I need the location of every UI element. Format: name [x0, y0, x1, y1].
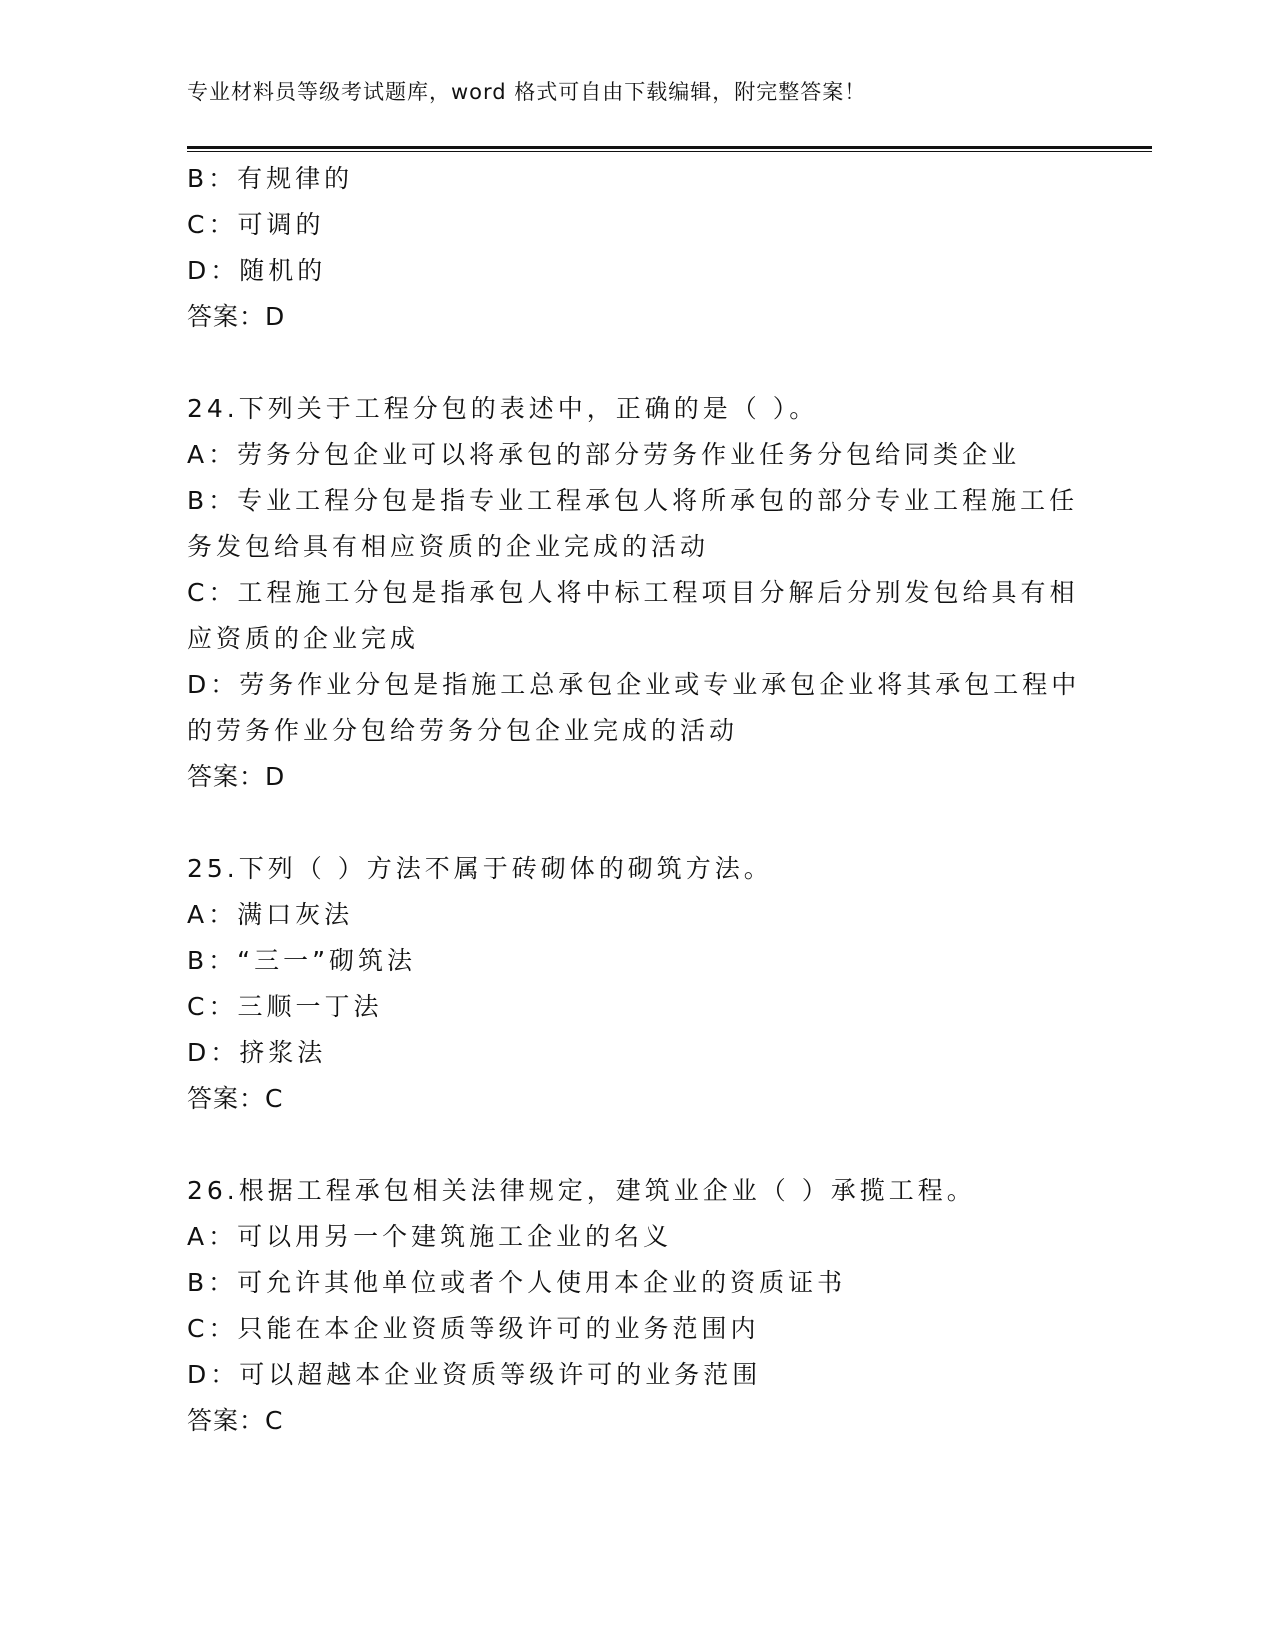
answer-line: [187, 1076, 1087, 1122]
answer-label: 答案：: [187, 1406, 266, 1435]
answer-label: 答案：: [187, 1084, 266, 1113]
question-26: [187, 1168, 1087, 1444]
option-line: B：可允许其他单位或者个人使用本企业的资质证书: [187, 1268, 847, 1297]
option-line: A：可以用另一个建筑施工企业的名义: [187, 1222, 673, 1251]
question-stem: 24.下列关于工程分包的表述中，正确的是（ ）。: [187, 394, 819, 423]
option-line: B：专业工程分包是指专业工程承包人将所承包的部分专业工程施工任: [187, 486, 1079, 515]
option-line: A：满口灰法: [187, 900, 354, 929]
question-stem: 25.下列（ ）方法不属于砖砌体的砌筑方法。: [187, 854, 773, 883]
header-rule-thick: [187, 146, 1152, 149]
option-line: B：“三一”砌筑法: [187, 946, 417, 975]
answer-value: C: [265, 1406, 284, 1435]
option-line: C：只能在本企业资质等级许可的业务范围内: [187, 1314, 760, 1343]
prev-question-block: [187, 156, 1087, 340]
option-line: C：可调的: [187, 210, 325, 239]
option-line: B：有规律的: [187, 164, 354, 193]
option-line: D：随机的: [187, 256, 327, 285]
option-line: C：工程施工分包是指承包人将中标工程项目分解后分别发包给具有相: [187, 578, 1079, 607]
answer-line: [187, 294, 1087, 340]
option-line: 的劳务作业分包给劳务分包企业完成的活动: [187, 716, 739, 745]
answer-line: [187, 754, 1087, 800]
option-line: D：可以超越本企业资质等级许可的业务范围: [187, 1360, 762, 1389]
option-line: C：三顺一丁法: [187, 992, 383, 1021]
answer-value: D: [265, 762, 286, 791]
answer-line: [187, 1398, 1087, 1444]
option-line: 应资质的企业完成: [187, 624, 420, 653]
header-rule-thin: [187, 151, 1152, 152]
option-line: D：挤浆法: [187, 1038, 327, 1067]
answer-label: 答案：: [187, 762, 266, 791]
option-line: A：劳务分包企业可以将承包的部分劳务作业任务分包给同类企业: [187, 440, 1021, 469]
option-line: D：劳务作业分包是指施工总承包企业或专业承包企业将其承包工程中: [187, 670, 1081, 699]
answer-value: D: [265, 302, 286, 331]
question-stem: 26.根据工程承包相关法律规定，建筑业企业（ ）承揽工程。: [187, 1176, 976, 1205]
question-list: [187, 156, 1087, 1444]
answer-value: C: [265, 1084, 284, 1113]
option-line: 务发包给具有相应资质的企业完成的活动: [187, 532, 710, 561]
question-25: [187, 846, 1087, 1122]
page-header: 专业材料员等级考试题库，word 格式可自由下载编辑，附完整答案！: [187, 80, 867, 104]
question-24: [187, 386, 1087, 800]
answer-label: 答案：: [187, 302, 266, 331]
